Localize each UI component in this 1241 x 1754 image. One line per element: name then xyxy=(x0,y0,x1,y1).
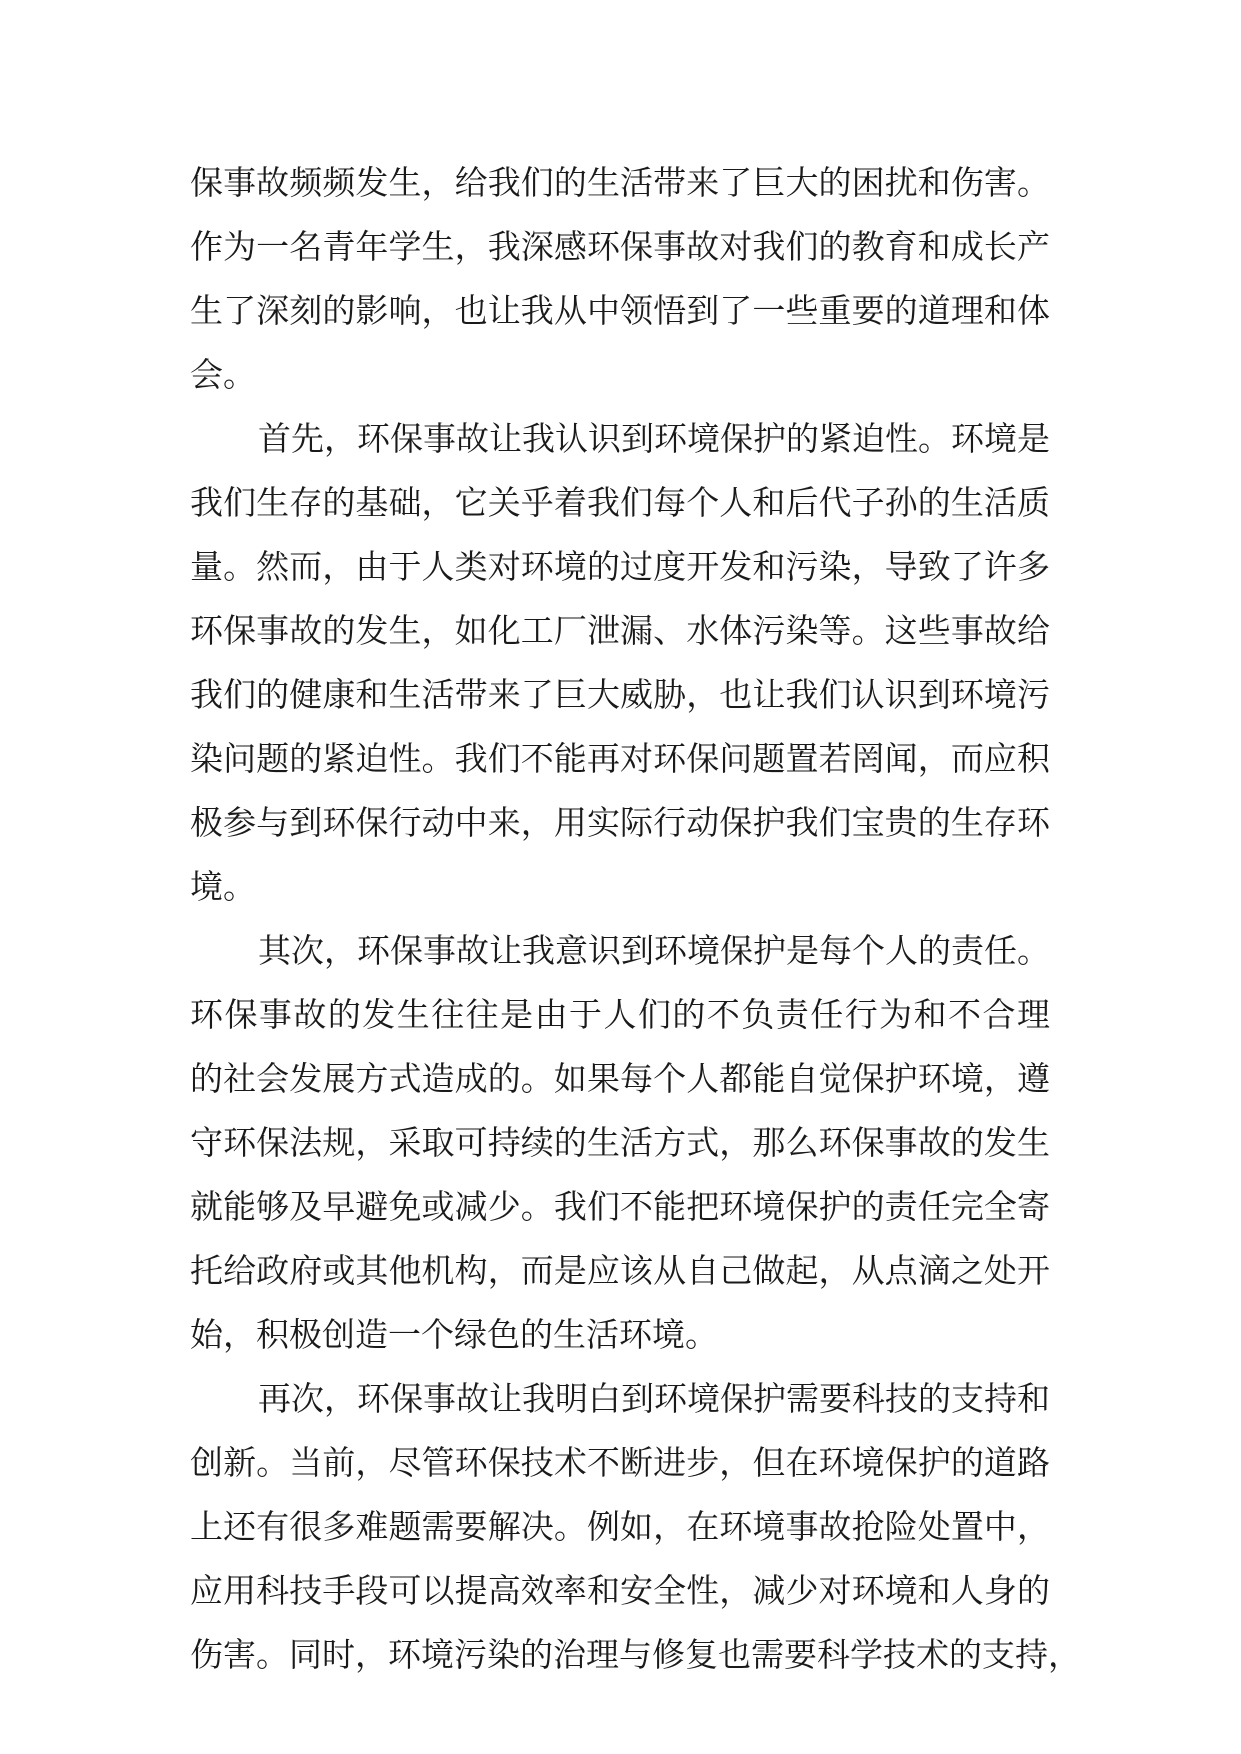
text-line: 我们的健康和生活带来了巨大威胁，也让我们认识到环境污 xyxy=(190,675,1050,714)
text-line: 首先，环保事故让我认识到环境保护的紧迫性。环境是 xyxy=(258,419,1050,458)
text-line: 再次，环保事故让我明白到环境保护需要科技的支持和 xyxy=(258,1379,1050,1418)
paragraph-1 xyxy=(190,151,1050,407)
text-line: 极参与到环保行动中来，用实际行动保护我们宝贵的生存环 xyxy=(190,803,1050,842)
text-line: 染问题的紧迫性。我们不能再对环保问题置若罔闻，而应积 xyxy=(190,739,1050,778)
text-line: 环保事故的发生，如化工厂泄漏、水体污染等。这些事故给 xyxy=(190,611,1050,650)
text-line: 守环保法规，采取可持续的生活方式，那么环保事故的发生 xyxy=(190,1123,1050,1162)
body-text xyxy=(190,151,1081,1687)
text-line: 其次，环保事故让我意识到环境保护是每个人的责任。 xyxy=(258,931,1050,970)
text-line: 始，积极创造一个绿色的生活环境。 xyxy=(190,1315,718,1354)
paragraph-4 xyxy=(190,1367,1081,1687)
text-line: 环保事故的发生往往是由于人们的不负责任行为和不合理 xyxy=(190,995,1050,1034)
text-line: 量。然而，由于人类对环境的过度开发和污染，导致了许多 xyxy=(190,547,1050,586)
text-line: 境。 xyxy=(190,867,256,906)
text-line: 生了深刻的影响，也让我从中领悟到了一些重要的道理和体 xyxy=(190,291,1050,330)
text-line: 会。 xyxy=(190,355,256,394)
paragraph-3 xyxy=(190,919,1050,1367)
text-line: 保事故频频发生，给我们的生活带来了巨大的困扰和伤害。 xyxy=(190,163,1050,202)
text-line: 就能够及早避免或减少。我们不能把环境保护的责任完全寄 xyxy=(190,1187,1050,1226)
text-line: 创新。当前，尽管环保技术不断进步，但在环境保护的道路 xyxy=(190,1443,1050,1482)
text-line: 伤害。同时，环境污染的治理与修复也需要科学技术的支持， xyxy=(190,1635,1081,1674)
text-line: 我们生存的基础，它关乎着我们每个人和后代子孙的生活质 xyxy=(190,483,1050,522)
paragraph-2 xyxy=(190,407,1050,919)
text-line: 上还有很多难题需要解决。例如，在环境事故抢险处置中， xyxy=(190,1507,1050,1546)
text-line: 应用科技手段可以提高效率和安全性，减少对环境和人身的 xyxy=(190,1571,1050,1610)
text-line: 的社会发展方式造成的。如果每个人都能自觉保护环境，遵 xyxy=(190,1059,1050,1098)
text-line: 托给政府或其他机构，而是应该从自己做起，从点滴之处开 xyxy=(190,1251,1050,1290)
text-line: 作为一名青年学生，我深感环保事故对我们的教育和成长产 xyxy=(190,227,1050,266)
